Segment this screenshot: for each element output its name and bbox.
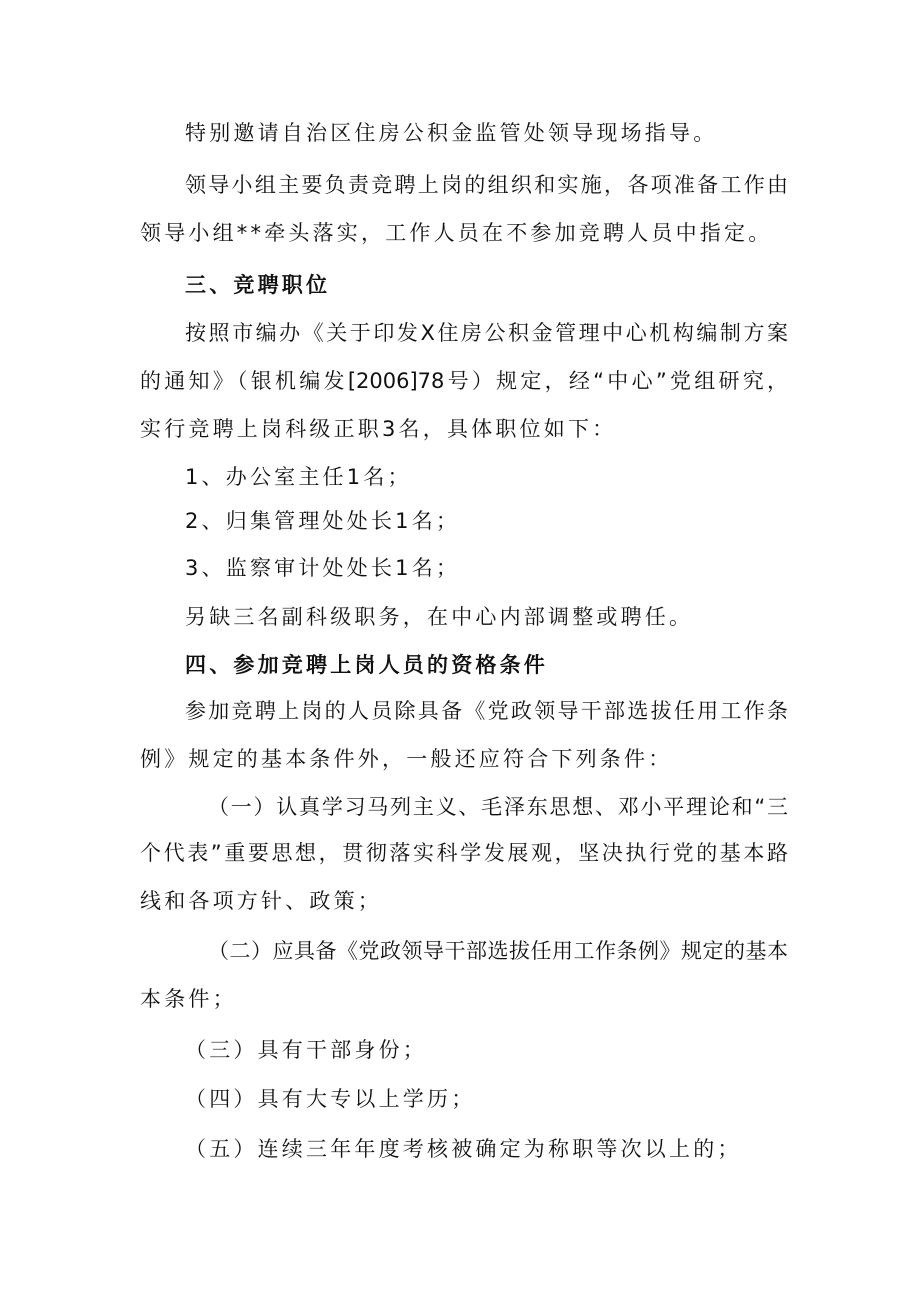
paragraph-line: 按照市编办《关于印发X住房公积金管理中心机构编制方案 bbox=[185, 321, 788, 345]
list-item: 3、监察审计处处长1名； bbox=[185, 556, 461, 580]
paragraph-line: 领导小组**牵头落实，工作人员在不参加竞聘人员中指定。 bbox=[140, 221, 773, 245]
paragraph-line: 另缺三名副科级职务，在中心内部调整或聘任。 bbox=[185, 605, 694, 629]
paragraph-line: 线和各项方针、政策； bbox=[140, 889, 382, 913]
paragraph-line: 特别邀请自治区住房公积金监管处领导现场指导。 bbox=[185, 121, 718, 145]
list-item: 2、归集管理处处长1名； bbox=[185, 509, 461, 533]
paragraph-line: （一）认真学习马列主义、毛泽东思想、邓小平理论和“三 bbox=[208, 795, 788, 819]
list-item: （三）具有干部身份； bbox=[185, 1038, 427, 1062]
paragraph-line: 参加竞聘上岗的人员除具备《党政领导干部选拔任用工作条 bbox=[185, 699, 788, 723]
paragraph-line: 领导小组主要负责竞聘上岗的组织和实施，各项准备工作由 bbox=[185, 173, 788, 197]
paragraph-line: 个代表”重要思想，贯彻落实科学发展观，坚决执行党的基本路 bbox=[140, 841, 788, 865]
paragraph-line: 本条件； bbox=[140, 987, 237, 1011]
list-item: （五）连续三年年度考核被确定为称职等次以上的； bbox=[185, 1137, 742, 1161]
section-heading: 四、参加竞聘上岗人员的资格条件 bbox=[185, 653, 548, 677]
paragraph-line: 例》规定的基本条件外，一般还应符合下列条件： bbox=[140, 747, 673, 771]
section-heading: 三、竞聘职位 bbox=[185, 273, 331, 297]
list-item: 1、办公室主任1名； bbox=[185, 465, 412, 489]
paragraph-line: （二）应具备《党政领导干部选拔任用工作条例》规定的基本 bbox=[208, 939, 788, 963]
list-item: （四）具有大专以上学历； bbox=[185, 1087, 476, 1111]
paragraph-line: 实行竞聘上岗科级正职3名，具体职位如下： bbox=[140, 417, 617, 441]
paragraph-line: 的通知》（银机编发[2006]78号）规定，经“中心”党组研究， bbox=[140, 369, 788, 393]
